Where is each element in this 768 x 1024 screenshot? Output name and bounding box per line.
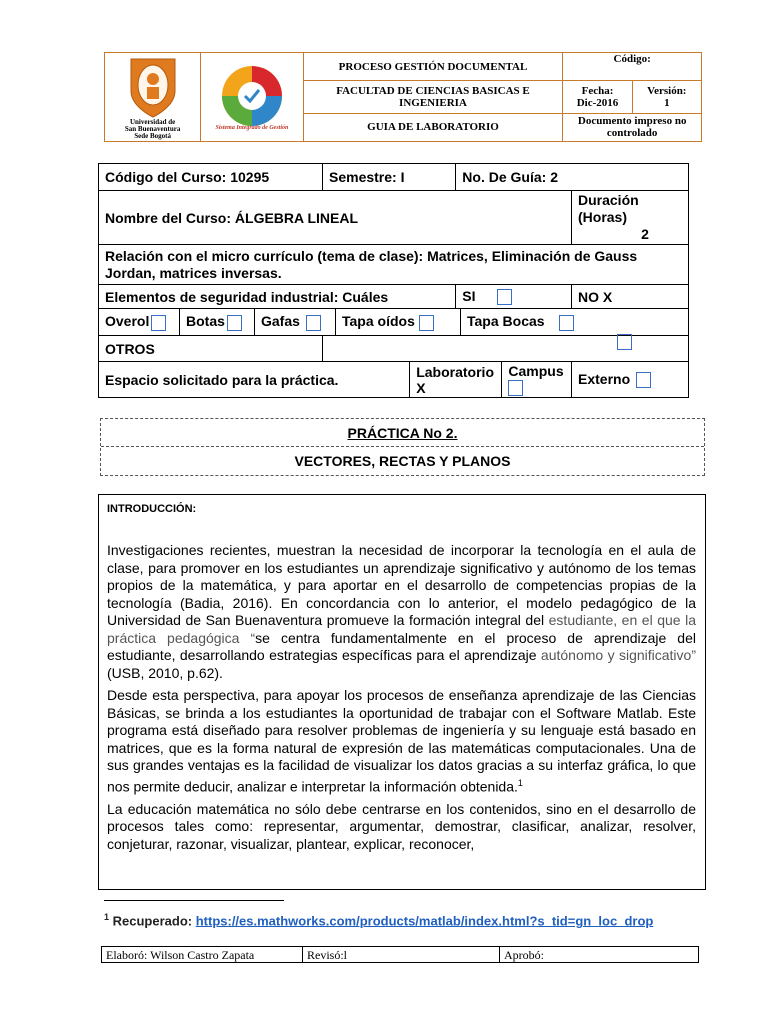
tapa-bocas-item: Tapa Bocas bbox=[461, 309, 689, 335]
gafas-item: Gafas bbox=[255, 309, 336, 335]
university-name: Universidad de San Buenaventura Sede Bogotá bbox=[124, 117, 181, 140]
footnote: $^1$ Recuperado: https://es.mathworks.com/products/matlab/index.html?s_tid=gn_loc_drop bbox=[104, 912, 654, 929]
introduction-heading: INTRODUCCIÓN: bbox=[107, 503, 197, 515]
university-crest-icon bbox=[123, 55, 183, 119]
sistema-integrado-label: Sistema Integrado de Gestión bbox=[215, 124, 289, 131]
otros-value[interactable] bbox=[323, 336, 689, 362]
code-label: Código: bbox=[563, 53, 702, 81]
campus-checkbox[interactable] bbox=[508, 380, 523, 396]
introduction-section bbox=[98, 494, 706, 890]
safety-yes-checkbox[interactable] bbox=[497, 289, 512, 305]
externo-checkbox[interactable] bbox=[636, 372, 651, 388]
equipment-table bbox=[99, 309, 688, 335]
intro-paragraph-2: Desde esta perspectiva, para apoyar los procesos de enseñanza aprendizaje de las Ciencias Básicas, se brinda a los estudiantes la oportunidad de trabajar con el Software Matlab. Este programa está diseñado para resolver problemas de ingeniería y su lenguaje está basado en matrices, que es la forma natural de expresión de las matemáticas computacionales. Una de sus grandes ventajas es la facilidad de visualizar los datos gracias a su interfaz gráfica, lo que nos permite deducir, analizar e interpretar la información obtenida.$^1$ bbox=[107, 687, 696, 795]
intro-paragraph-1: Investigaciones recientes, muestran la necesidad de incorporar la tecnología en el aula de clase, para promover en los estudiantes un aprendizaje significativo y autónomo de los temas propios de la matemática, y para aportar en el desarrollo de competencias propias de la tecnología (Badia, 2016). En concordancia con lo anterior, el modelo pedagógico de la Universidad de San Buenaventura promueve la formación integral del estudiante, en el que la práctica pedagógica “se centra fundamentalmente en el proceso de aprendizaje del estudiante, desarrollando estrategias específicas para el aprendizaje autónomo y significativo” (USB, 2010, p.62). bbox=[107, 542, 697, 681]
footnote-separator bbox=[104, 900, 284, 901]
tapa-bocas-checkbox[interactable] bbox=[559, 315, 574, 331]
requested-space: Espacio solicitado para la práctica. bbox=[99, 362, 410, 398]
curriculum-relation: Relación con el micro currículo (tema de clase): Matrices, Eliminación de Gauss Jordan, matrices inversas. bbox=[99, 245, 689, 285]
overol-item: Overol bbox=[99, 309, 180, 335]
practice-title: PRÁCTICA No 2. bbox=[347, 424, 458, 441]
version-cell: Versión: 1 bbox=[632, 81, 701, 113]
course-code: Código del Curso: 10295 bbox=[99, 164, 323, 191]
uncontrolled-note: Documento impreso no controlado bbox=[563, 113, 702, 141]
date-cell: Fecha: Dic-2016 bbox=[563, 81, 632, 113]
overol-checkbox[interactable] bbox=[151, 315, 166, 331]
university-logo-cell bbox=[105, 53, 201, 142]
space-campus: Campus bbox=[502, 362, 572, 398]
approval-footer bbox=[101, 946, 699, 963]
equipment-row bbox=[99, 309, 689, 336]
tapa-oidos-checkbox[interactable] bbox=[419, 315, 434, 331]
botas-checkbox[interactable] bbox=[227, 315, 242, 331]
course-name: Nombre del Curso: ÁLGEBRA LINEAL bbox=[99, 191, 572, 245]
safety-yes: SI bbox=[456, 285, 572, 309]
gafas-checkbox[interactable] bbox=[306, 315, 321, 331]
footnote-link[interactable]: https://es.mathworks.com/products/matlab/index.html?s_tid=gn_loc_drop bbox=[195, 913, 654, 929]
botas-item: Botas bbox=[180, 309, 255, 335]
process-title: PROCESO GESTIÓN DOCUMENTAL bbox=[303, 53, 563, 81]
tapa-oidos-item: Tapa oídos bbox=[336, 309, 461, 335]
approved-by: Aprobó: bbox=[500, 947, 699, 963]
reviewed-by: Revisó:l bbox=[303, 947, 500, 963]
otros-label: OTROS bbox=[99, 336, 323, 362]
safety-elements: Elementos de seguridad industrial: Cuáles bbox=[99, 285, 456, 309]
practice-subtitle: VECTORES, RECTAS Y PLANOS bbox=[101, 446, 704, 474]
elaborated-by: Elaboró: Wilson Castro Zapata bbox=[102, 947, 303, 963]
space-laboratory: Laboratorio X bbox=[410, 362, 502, 398]
semester: Semestre: I bbox=[323, 164, 456, 191]
sistema-integrado-logo-icon bbox=[219, 63, 285, 133]
otros-checkbox[interactable] bbox=[617, 334, 632, 350]
safety-no: NO X bbox=[572, 285, 689, 309]
duration-cell: Duración (Horas) 2 bbox=[572, 191, 689, 245]
guide-number: No. De Guía: 2 bbox=[456, 164, 689, 191]
sistema-logo-cell bbox=[201, 53, 303, 142]
guide-title: GUIA DE LABORATORIO bbox=[303, 113, 563, 141]
practice-title-box bbox=[100, 418, 705, 476]
faculty-title: FACULTAD DE CIENCIAS BASICAS E INGENIERIA bbox=[303, 81, 563, 113]
introduction-text bbox=[107, 542, 696, 858]
document-header bbox=[104, 52, 702, 142]
intro-paragraph-3: La educación matemática no sólo debe centrarse en los contenidos, sino en el desarrollo de procesos tales como: representar, argumentar, demostrar, clasificar, analizar, resolver, conjeturar, razonar, visualizar, plantear, explicar, reconocer, bbox=[107, 800, 696, 852]
course-info-table bbox=[98, 163, 689, 398]
space-externo: Externo bbox=[572, 362, 689, 398]
